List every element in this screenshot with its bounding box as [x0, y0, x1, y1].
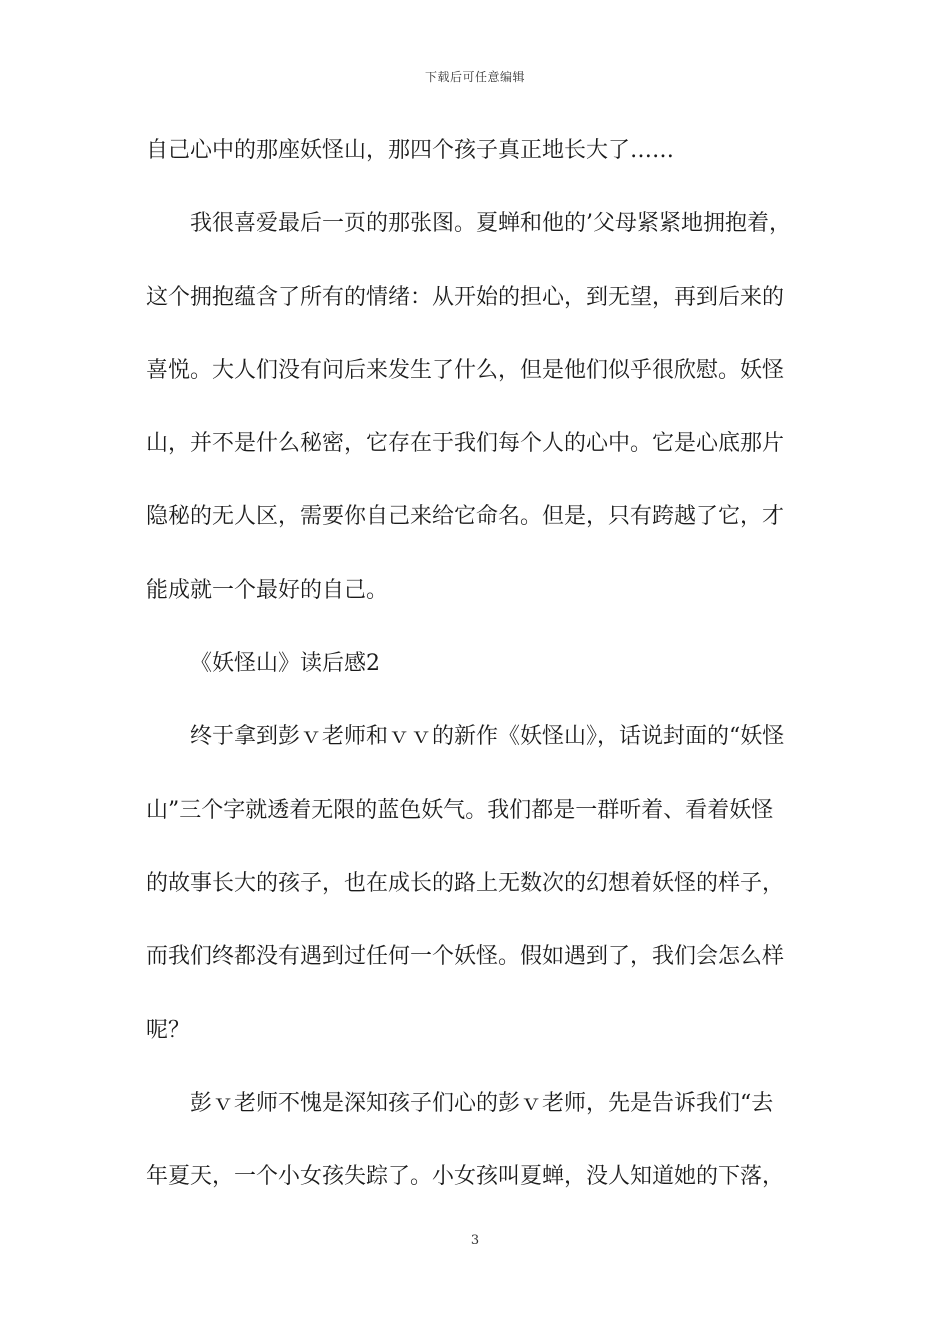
text-line: 呢？: [146, 1017, 191, 1043]
page-number: 3: [470, 1233, 480, 1248]
text-line: 我很喜爱最后一页的那张图。夏蝉和他的’父母紧紧地拥抱着，: [190, 211, 791, 237]
text-line: 而我们终都没有遇到过任何一个妖怪。假如遇到了，我们会怎么样: [146, 944, 785, 970]
text-line: 隐秘的无人区，需要你自己来给它命名。但是，只有跨越了它，才: [146, 504, 785, 530]
text-line: 喜悦。大人们没有问后来发生了什么，但是他们似乎很欣慰。妖怪: [146, 357, 785, 383]
text-line: 山，并不是什么秘密，它存在于我们每个人的心中。它是心底那片: [146, 431, 785, 457]
text-line: 山”三个字就透着无限的蓝色妖气。我们都是一群听着、看着妖怪: [146, 797, 774, 823]
section-title: 《妖怪山》读后感2: [190, 651, 380, 677]
document-body: [146, 128, 814, 1227]
page-header: 下载后可任意编辑: [424, 70, 525, 84]
text-line: 能成就一个最好的自己。: [146, 577, 389, 603]
text-line: 年夏天，一个小女孩失踪了。小女孩叫夏蝉，没人知道她的下落，: [146, 1164, 785, 1190]
text-line: 终于拿到彭ｖ老师和ｖｖ的新作《妖怪山》，话说封面的“妖怪: [190, 724, 785, 750]
text-line: 自己心中的那座妖怪山，那四个孩子真正地长大了……: [146, 138, 675, 163]
text-line: 这个拥抱蕴含了所有的情绪：从开始的担心，到无望，再到后来的: [146, 284, 785, 310]
text-line: 彭ｖ老师不愧是深知孩子们心的彭ｖ老师，先是告诉我们“去: [190, 1090, 774, 1116]
text-line: 的故事长大的孩子，也在成长的路上无数次的幻想着妖怪的样子，: [146, 870, 785, 896]
